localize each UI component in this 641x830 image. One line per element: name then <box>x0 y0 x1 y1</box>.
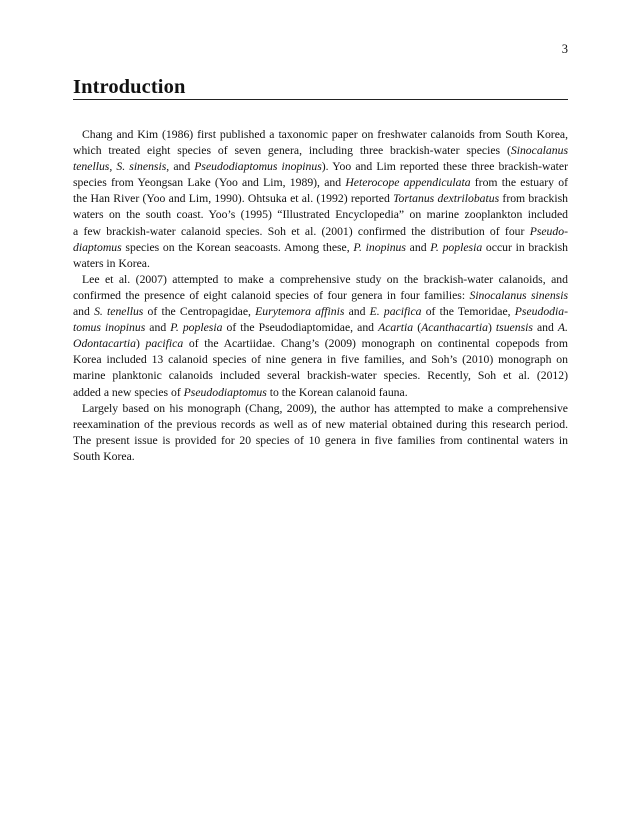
text-run: confirmed the presence of eight calanoid species of four genera in four families: <box>73 288 470 302</box>
text-run: and <box>405 240 431 254</box>
italic-text: tsuensis <box>495 321 533 335</box>
text-run: waters on the south coast. Yoo’s (1995) “Illustrated Encyclopedia” on marine zooplankton included <box>73 208 568 222</box>
text-run: ). Yoo and Lim reported these three brackish-water <box>321 160 568 174</box>
text-line <box>73 368 568 384</box>
text-line <box>73 320 568 336</box>
text-run: occur in brackish <box>482 240 569 254</box>
italic-text: P. poplesia <box>170 321 223 335</box>
text-line <box>73 288 568 304</box>
title-rule <box>73 99 568 100</box>
italic-text: Sinocalanus sinensis <box>469 288 569 302</box>
text-run: ( <box>413 321 422 335</box>
text-run: The present issue is provided for 20 species of 10 genera in five families from continental waters in <box>73 433 568 447</box>
text-run: species on the Korean seacoasts. Among these, <box>121 240 354 254</box>
italic-text: pacifica <box>145 337 184 351</box>
paragraph <box>73 401 568 465</box>
text-run: of the Temoridae, <box>421 305 515 319</box>
italic-text: Acanthacartia <box>421 321 488 335</box>
text-line <box>73 240 568 256</box>
text-run: Chang and Kim (1986) first published a taxonomic paper on freshwater calanoids from South Korea, <box>82 128 568 141</box>
italic-text: Odontacartia <box>73 337 136 351</box>
paragraph <box>73 272 568 401</box>
italic-text: diaptomus <box>73 240 122 254</box>
text-run: , <box>109 160 117 174</box>
text-line <box>73 143 568 159</box>
text-run: species from Yeongsan Lake (Yoo and Lim, 1989), and <box>73 176 346 190</box>
paragraph <box>73 127 568 272</box>
italic-text: Pseudo- <box>529 224 568 238</box>
text-line <box>73 191 568 207</box>
section-title: Introduction <box>73 76 186 98</box>
text-line <box>73 449 568 465</box>
italic-text: P. poplesia <box>430 240 483 254</box>
italic-text: A. <box>557 321 568 335</box>
page-number: 3 <box>561 42 568 56</box>
italic-text: Sinocalanus <box>510 144 568 158</box>
text-line <box>73 401 568 417</box>
text-run: Largely based on his monograph (Chang, 2009), the author has attempted to make a comprehensive <box>82 401 568 415</box>
text-run: South Korea. <box>73 449 135 463</box>
italic-text: Pseudodiaptomus inopinus <box>194 160 322 174</box>
text-line <box>73 417 568 433</box>
text-run: ) <box>135 337 146 351</box>
text-run: , and <box>166 160 195 174</box>
body-text <box>73 127 568 465</box>
italic-text: tenellus <box>73 160 110 174</box>
text-line <box>73 224 568 240</box>
text-run: ) <box>487 321 496 335</box>
italic-text: Tortanus dextrilobatus <box>393 192 500 206</box>
italic-text: P. inopinus <box>353 240 406 254</box>
text-run: waters in Korea. <box>73 256 150 270</box>
text-line <box>73 175 568 191</box>
text-run: Lee et al. (2007) attempted to make a comprehensive study on the brackish-water calanoids, and <box>82 272 568 286</box>
italic-text: tomus inopinus <box>73 321 146 335</box>
text-run: of the Centropagidae, <box>143 305 256 319</box>
text-run: which treated eight species of seven genera, including three brackish-water species ( <box>73 144 511 158</box>
text-run: added a new species of <box>73 385 184 399</box>
text-line <box>73 304 568 320</box>
text-line <box>73 127 568 143</box>
text-line <box>73 207 568 223</box>
text-run: and <box>532 321 558 335</box>
text-run: of the Pseudodiaptomidae, and <box>222 321 379 335</box>
italic-text: Heterocope appendiculata <box>345 176 471 190</box>
text-run: reexamination of the previous records as well as of new material obtained during this research period. <box>73 417 568 431</box>
italic-text: Acartia <box>378 321 414 335</box>
italic-text: S. tenellus <box>94 305 144 319</box>
text-run: from the estuary of <box>470 176 569 190</box>
text-line <box>73 336 568 352</box>
text-run: the Han River (Yoo and Lim, 1990). Ohtsuka et al. (1992) reported <box>73 192 394 206</box>
italic-text: Eurytemora affinis <box>255 305 345 319</box>
text-run: and <box>344 305 370 319</box>
text-run: to the Korean calanoid fauna. <box>266 385 408 399</box>
text-run: and <box>73 305 95 319</box>
text-line <box>73 385 568 401</box>
text-line <box>73 159 568 175</box>
text-run: and <box>145 321 171 335</box>
text-line <box>73 352 568 368</box>
text-line <box>73 256 568 272</box>
italic-text: S. sinensis <box>116 160 167 174</box>
text-run: marine planktonic calanoids included several brackish-water species. Recently, Soh et al. (2012) <box>73 369 568 383</box>
italic-text: Pseudodia- <box>514 305 568 319</box>
italic-text: E. pacifica <box>369 305 422 319</box>
italic-text: Pseudodiaptomus <box>183 385 267 399</box>
text-run: from brackish <box>499 192 568 206</box>
text-line <box>73 433 568 449</box>
text-run: Korea included 13 calanoid species of nine genera in five families, and Soh’s (2010) monograph on <box>73 353 568 367</box>
text-line <box>73 272 568 288</box>
text-run: of the Acartiidae. Chang’s (2009) monograph on continental copepods from <box>183 337 568 351</box>
text-run: a few brackish-water calanoid species. Soh et al. (2001) confirmed the distribution of four <box>73 224 530 238</box>
